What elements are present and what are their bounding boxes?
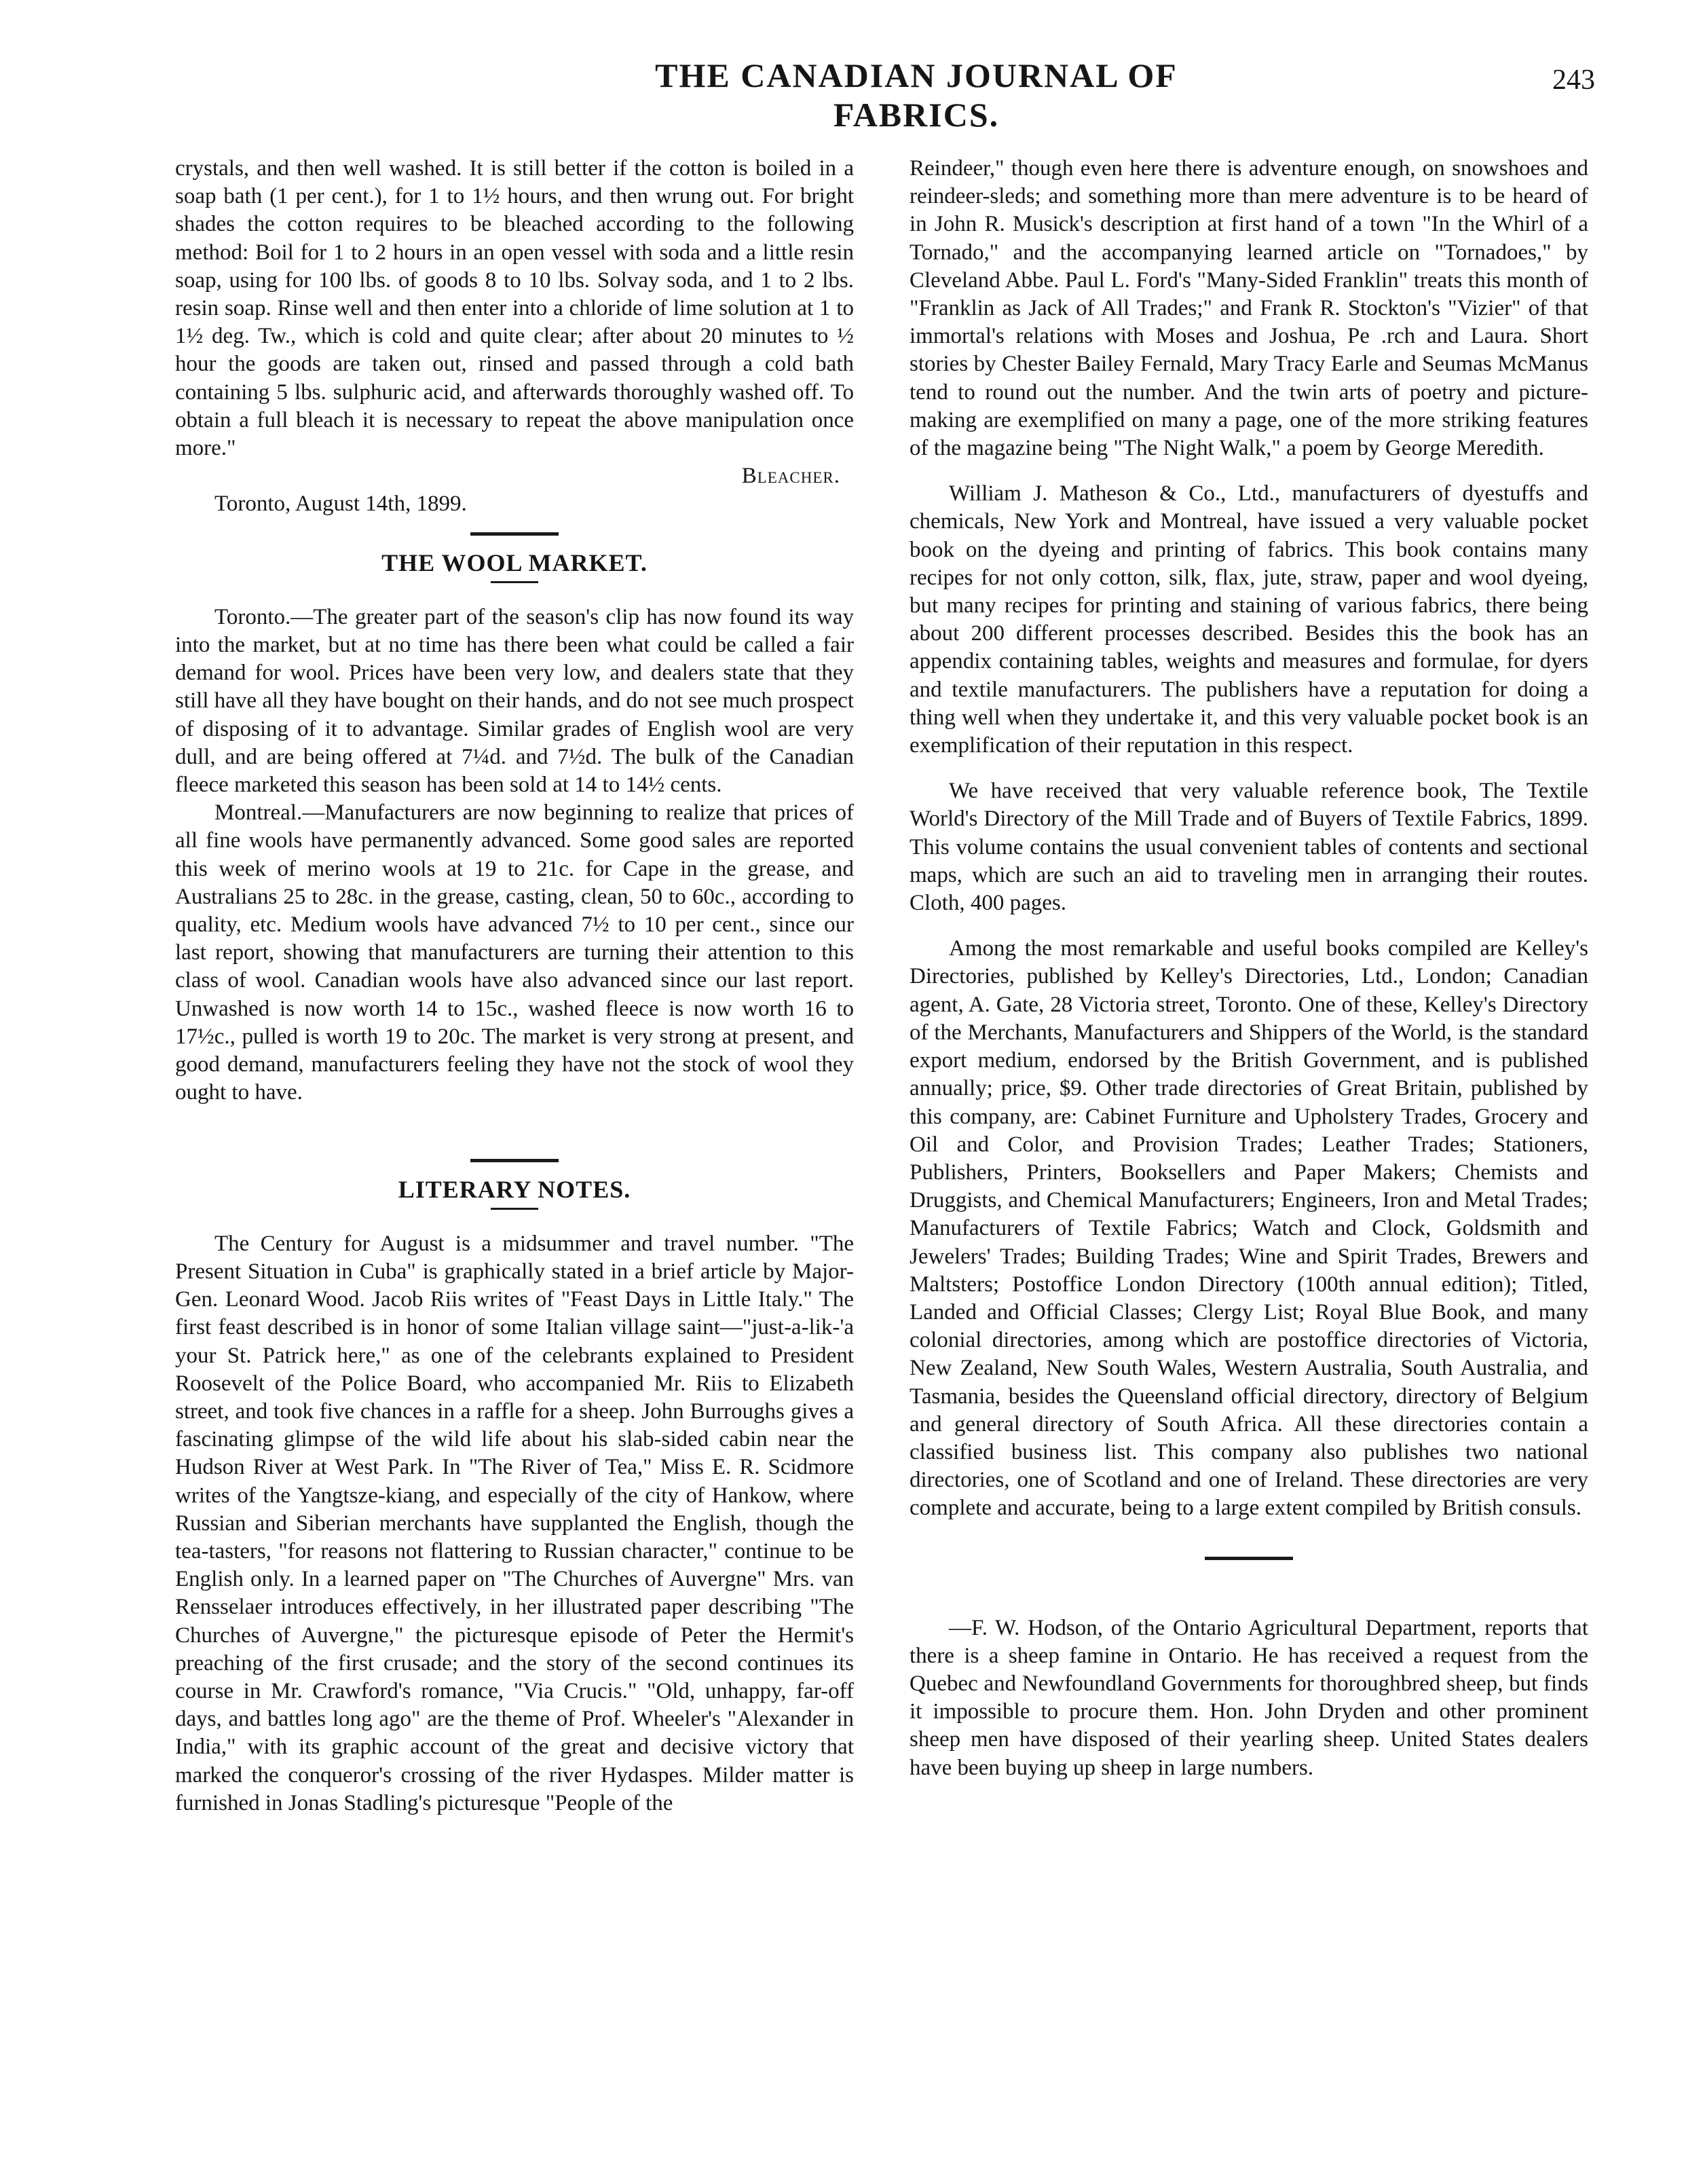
literary-notes-heading: LITERARY NOTES.: [398, 1175, 631, 1203]
bleach-paragraph: crystals, and then well washed. It is still better if the cotton is boiled in a soap bath (1 per cent.), for 1 to 1½ hours, and then wrung out. For bright shades the cotton requires to be bleached according to the following method: Boil for 1 to 2 hours in an open vessel with soda and a little resin soap, using for 100 lbs. of goods 8 to 10 lbs. Solvay soda, and 1 to 2 lbs. resin soap. Rinse well and then enter into a chloride of lime solution at 1 to 1½ deg. Tw., which is cold and quite clear; after about 20 minutes to ½ hour the goods are taken out, rinsed and passed through a cold bath containing 5 lbs. sulphuric acid, and afterwards thoroughly washed off. To obtain a full bleach it is necessary to repeat the above manipulation once more.": [175, 156, 854, 461]
hodson-paragraph: —F. W. Hodson, of the Ontario Agricultural Department, reports that there is a sheep famine in Ontario. He has received a request from the Quebec and Newfoundland Governments for thoroughbred sheep, but finds it impossible to procure them. Hon. John Dryden and other prominent sheep men have disposed of their yearling sheep. United States dealers have been buying up sheep in large numbers.: [910, 1615, 1588, 1780]
kelley-paragraph: Among the most remarkable and useful books compiled are Kelley's Directories, published by Kelley's Directories, Ltd., London; Canadian agent, A. Gate, 28 Victoria street, Toronto. One of these, Kelley's Directory of the Merchants, Manufacturers and Shippers of the World, is the standard export medium, endorsed by the British Government, and is published annually; price, $9. Other trade directories of Great Britain, published by this company, are: Cabinet Furniture and Upholstery Trades, Grocery and Oil and Color, and Provision Trades; Leather Trades; Stationers, Publishers, Printers, Booksellers and Paper Makers; Chemists and Druggists, and Chemical Manufacturers; Engineers, Iron and Metal Trades; Manufacturers of Textile Fabrics; Watch and Clock, Goldsmith and Jewelers' Trades; Building Trades; Wine and Spirit Trades, Brewers and Maltsters; Postoffice London Directory (100th annual edition); Titled, Landed and Official Classes; Clergy List; Royal Blue Book, and many colonial directories, among which are postoffice directories of Victoria, New Zealand, New South Wales, Western Australia, South Australia, and Tasmania, besides the Queensland official directory, directory of Belgium and general directory of South Africa. All these directories contain a classified business list. This company also publishes two national directories, one of Scotland and one of Ireland. These directories are very complete and accurate, being to a large extent compiled by British consuls.: [910, 936, 1588, 1521]
heading-underline: [491, 1208, 538, 1210]
wool-montreal-paragraph: Montreal.—Manufacturers are now beginning to realize that prices of all fine wools have permanently advanced. Some good sales are reported this week of merino wools at 19 to 21c. for Cape in the grease, and Australians 25 to 28c. in the grease, casting, clean, 50 to 60c., according to quality, etc. Medium wools have advanced 7½ to 10 per cent., since our last report, showing that manufacturers are turning their attention to this class of wool. Canadian wools have also advanced since our last report. Unwashed is now worth 14 to 15c., washed fleece is now worth 16 to 17½c., pulled is worth 19 to 20c. The market is very strong at present, and good demand, manufacturers feeling they have not the stock of wool they ought to have.: [175, 800, 854, 1105]
literary-century-paragraph: The Century for August is a midsummer and travel number. "The Present Situation in Cuba" is graphically stated in a brief article by Major-Gen. Leonard Wood. Jacob Riis writes of "Feast Days in Little Italy." The first feast described is in honor of some Italian village saint—"just-a-lik-'a your St. Patrick here," as one of the celebrants explained to President Roosevelt of the Police Board, who accompanied Mr. Riis to Elizabeth street, and took five chances in a raffle for a sheep. John Burroughs gives a fascinating glimpse of the wild life about his slab-sided cabin near the Hudson River at West Park. In "The River of Tea," Miss E. R. Scidmore writes of the Yangtsze-kiang, and especially of the city of Hankow, where Russian and Siberian merchants have supplanted the English, though the tea-tasters, "for reasons not flattering to Russian character," continue to be English only. In a learned paper on "The Churches of Auvergne" Mrs. van Rensselaer introduces effectively, in her illustrated paper describing "The Churches of Auvergne," the picturesque episode of Peter the Hermit's preaching of the first crusade; and the story of the second continues its course in Mr. Crawford's romance, "Via Crucis." "Old, unhappy, far-off days, and battles long ago" are the theme of Prof. Wheeler's "Alexander in India," with its graphic account of the great and decisive victory that marked the conqueror's crossing of the river Hydaspes. Milder matter is furnished in Jonas Stadling's picturesque "People of the: [175, 1231, 854, 1815]
page-number: 243: [1552, 64, 1595, 96]
left-column: [175, 155, 854, 1817]
wool-market-heading: THE WOOL MARKET.: [381, 549, 648, 576]
page-header: [0, 56, 1686, 134]
reindeer-paragraph: Reindeer," though even here there is adventure enough, on snowshoes and reindeer-sleds; and something more than mere adventure is to be heard of in John R. Musick's description at first hand of a town "In the Whirl of a Tornado," and the accompanying learned article on "Tornadoes," by Cleveland Abbe. Paul L. Ford's "Many-Sided Franklin" treats this month of "Franklin as Jack of All Trades;" and Frank R. Stockton's "Vizier" of that immortal's relations with Moses and Joshua, Pe .rch and Laura. Short stories by Chester Bailey Fernald, Mary Tracy Earle and Seumas McManus tend to round out the number. And the twin arts of poetry and picture-making are exemplified on many a page, one of the more striking features of the magazine being "The Night Walk," a poem by George Meredith.: [910, 156, 1588, 461]
running-title: THE CANADIAN JOURNAL OF FABRICS.: [655, 56, 1178, 134]
textile-world-paragraph: We have received that very valuable reference book, The Textile World's Directory of the Mill Trade and of Buyers of Textile Fabrics, 1899. This volume contains the usual convenient tables of contents and sectional maps, which are such an aid to traveling men in arranging their routes. Cloth, 400 pages.: [910, 779, 1588, 916]
section-rule: [470, 1159, 559, 1162]
wool-toronto-paragraph: Toronto.—The greater part of the season's clip has now found its way into the market, but at no time has there been what could be called a fair demand for wool. Prices have been very low, and dealers state that they still have all they have bought on their hands, and do not see much prospect of disposing of it to advantage. Similar grades of English wool are very dull, and are being offered at 7¼d. and 7½d. The bulk of the Canadian fleece marketed this season has been sold at 14 to 14½ cents.: [175, 604, 854, 798]
section-rule: [470, 532, 559, 536]
heading-underline: [491, 581, 538, 583]
right-column: [910, 155, 1588, 1782]
signature: Bleacher.: [741, 464, 840, 489]
matheson-paragraph: William J. Matheson & Co., Ltd., manufacturers of dyestuffs and chemicals, New York and Montreal, have issued a very valuable pocket book on the dyeing and printing of fabrics. This book contains many recipes for not only cotton, silk, flax, jute, straw, paper and wool dyeing, but many recipes for printing and staining of various fabrics, there being about 200 different processes described. Besides this the book has an appendix containing tables, weights and measures and formulae, for dyers and textile manufacturers. The publishers have a reputation for doing a thing well when they undertake it, and this very valuable pocket book is an exemplification of their reputation in this respect.: [910, 481, 1588, 758]
place-date: Toronto, August 14th, 1899.: [214, 492, 467, 517]
section-rule: [1205, 1557, 1293, 1560]
